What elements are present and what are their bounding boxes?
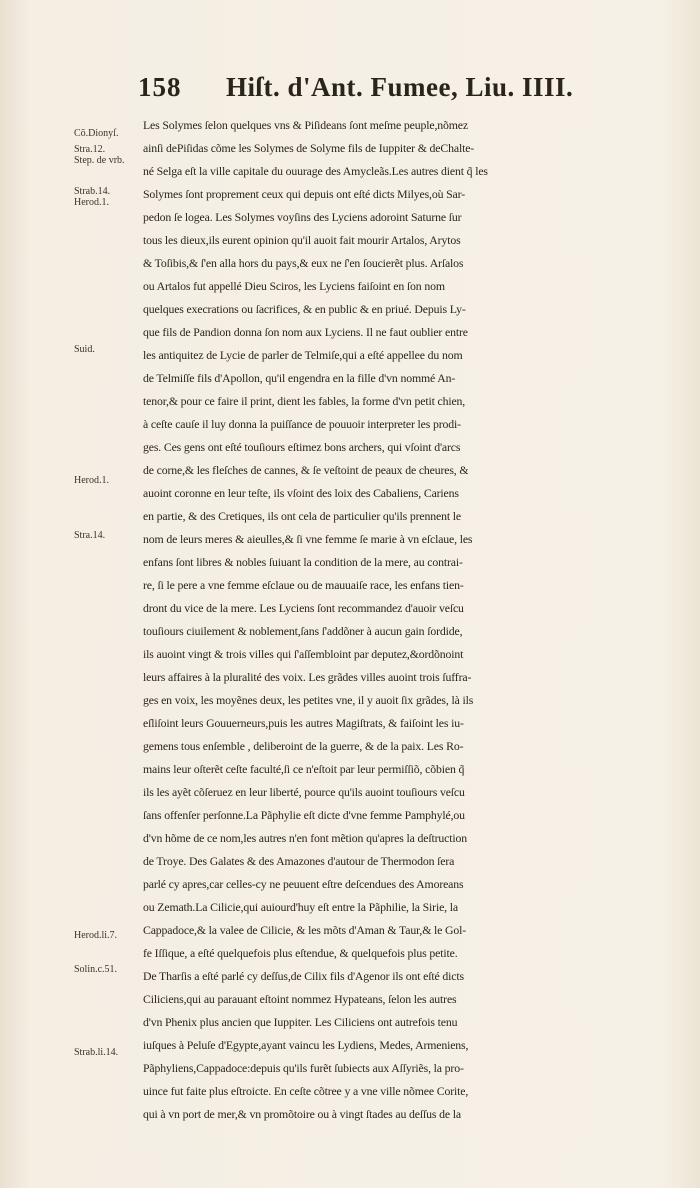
text-line: fe Iſſique, a eſté quelquefois plus eſtendue, & quelquefois plus petite. [143, 946, 458, 960]
margin-note: Suid. [74, 344, 95, 355]
text-line: quelques execrations ou ſacrifices, & en public & en priué. Depuis Ly- [143, 302, 466, 316]
text-line: enfans ſont libres & nobles ſuiuant la condition de la mere, au contrai- [143, 555, 463, 569]
margin-note: Cõ.Dionyſ. [74, 128, 119, 139]
margin-note: Stra.14. [74, 530, 106, 541]
text-line: uince fut faite plus eſtroicte. En ceſte cõtree y a vne ville nõmee Corite, [143, 1084, 469, 1098]
text-line: d'vn Phenix plus ancien que Iuppiter. Les Ciliciens ont autrefois tenu [143, 1015, 458, 1029]
text-line: dront du vice de la mere. Les Lyciens ſont recommandez d'auoir veſcu [143, 601, 464, 615]
text-line: ges en voix, les moyẽnes deux, les petites vne, il y auoit ſix grãdes, là ils [143, 693, 474, 707]
text-line: pedon ſe logea. Les Solymes voyſins des Lyciens adoroint Saturne ſur [143, 210, 462, 224]
text-line: ils les ayẽt cõſeruez en leur liberté, pource qu'ils auoint touſiours veſcu [143, 785, 465, 799]
margin-note: Step. de vrb. [74, 155, 125, 166]
text-line: ils auoint vingt & trois villes qui ſ'aſſembloint par deputez,&ordõnoint [143, 647, 464, 661]
text-line: Cappadoce,& la valee de Cilicie, & les mõts d'Aman & Taur,& le Gol- [143, 923, 467, 937]
text-line: ainſi dePiſidas cõme les Solymes de Solyme fils de Iuppiter & deChalte- [143, 141, 475, 155]
text-line: Ciliciens,qui au parauant eſtoint nommez Hypateans, ſelon les autres [143, 992, 457, 1006]
text-line: parlé cy apres,car celles-cy ne peuuent eſtre deſcendues des Amoreans [143, 877, 464, 891]
text-line: nom de leurs meres & aieulles,& ſi vne femme ſe marie à vn eſclaue, les [143, 532, 473, 546]
text-line: d'vn hõme de ce nom,les autres n'en font mẽtion qu'apres la deſtruction [143, 831, 467, 845]
margin-note: Herod.1. [74, 197, 109, 208]
running-title: Hiſt. d'Ant. Fumee, Liu. IIII. [226, 72, 574, 102]
text-line: mains leur oſterẽt ceſte faculté,ſi ce n'eſtoit par leur permiſſiõ, cõbien q̃ [143, 762, 465, 776]
text-line: & Toſibis,& ſ'en alla hors du pays,& eux ne ſ'en ſoucierẽt plus. Arſalos [143, 256, 464, 270]
margin-note: Strab.14. [74, 186, 111, 197]
page-header [130, 72, 670, 112]
text-line: Solymes ſont proprement ceux qui depuis ont eſté dicts Milyes,où Sar- [143, 187, 465, 201]
text-line: touſiours ciuilement & noblement,ſans ſ'addõner à aucun gain ſordide, [143, 624, 463, 638]
text-line: né Selga eſt la ville capitale du ouurage des Amycleãs.Les autres dient q̃ les [143, 164, 488, 178]
text-line: Les Solymes ſelon quelques vns & Piſideans ſont meſme peuple,nõmez [143, 118, 468, 132]
text-line: de corne,& les fleſches de cannes, & ſe veſtoint de peaux de cheures, & [143, 463, 469, 477]
text-line: tous les dieux,ils eurent opinion qu'il auoit fait mourir Artalos, Arytos [143, 233, 461, 247]
text-line: que fils de Pandion donna ſon nom aux Lyciens. Il ne faut oublier entre [143, 325, 468, 339]
margin-note: Strab.li.14. [74, 1047, 119, 1058]
text-line: eſliſoint leurs Gouuerneurs,puis les autres Magiſtrats, & faiſoint les iu- [143, 716, 464, 730]
text-line: ges. Ces gens ont eſté touſiours eſtimez bons archers, qui vſoint d'arcs [143, 440, 461, 454]
text-line: en partie, & des Cretiques, ils ont cela de particulier qu'ils prennent le [143, 509, 461, 523]
text-line: les antiquitez de Lycie de parler de Telmiſe,qui a eſté appellee du nom [143, 348, 463, 362]
text-line: iuſques à Peluſe d'Egypte,ayant vaincu les Lydiens, Medes, Armeniens, [143, 1038, 469, 1052]
text-line: ou Artalos fut appellé Dieu Sciros, les Lyciens faiſoint en ſon nom [143, 279, 445, 293]
text-line: De Tharſis a eſté parlé cy deſſus,de Cilix fils d'Agenor ils ont eſté dicts [143, 969, 464, 983]
text-line: ou Zemath.La Cilicie,qui auiourd'huy eſt entre la Pãphilie, la Sirie, la [143, 900, 458, 914]
text-line: re, ſi le pere a vne femme eſclaue ou de mauuaiſe race, les enfans tien- [143, 578, 464, 592]
text-line: ſans offenſer perſonne.La Pãphylie eſt dicte d'vne femme Pamphylé,ou [143, 808, 465, 822]
text-line: de Troye. Des Galates & des Amazones d'autour de Thermodon ſera [143, 854, 455, 868]
text-line: de Telmiſſe fils d'Apollon, qu'il engendra en la fille d'vn nommé An- [143, 371, 456, 385]
page-number: 158 [138, 72, 182, 102]
text-line: leurs affaires à la pluralité des voix. Les grãdes villes auoint trois ſuffra- [143, 670, 472, 684]
margin-note: Solin.c.51. [74, 964, 118, 975]
text-line: auoint coronne en leur teſte, ils vſoint des loix des Cabaliens, Cariens [143, 486, 459, 500]
margin-note: Stra.12. [74, 144, 106, 155]
text-line: à ceſte cauſe il luy donna la puiſſance de pouuoir interpreter les prodi- [143, 417, 461, 431]
margin-note: Herod.1. [74, 475, 109, 486]
margin-note: Herod.li.7. [74, 930, 118, 941]
text-line: Pãphyliens,Cappadoce:depuis qu'ils furẽt ſubiects aux Aſſyriẽs, la pro- [143, 1061, 464, 1075]
text-line: gemens tous enſemble , deliberoint de la guerre, & de la paix. Les Ro- [143, 739, 464, 753]
text-line: tenor,& pour ce faire il print, dient les fables, la forme d'vn petit chien, [143, 394, 466, 408]
text-line: qui à vn port de mer,& vn promõtoire ou à vingt ſtades au deſſus de la [143, 1107, 461, 1121]
main-text [143, 114, 673, 1126]
